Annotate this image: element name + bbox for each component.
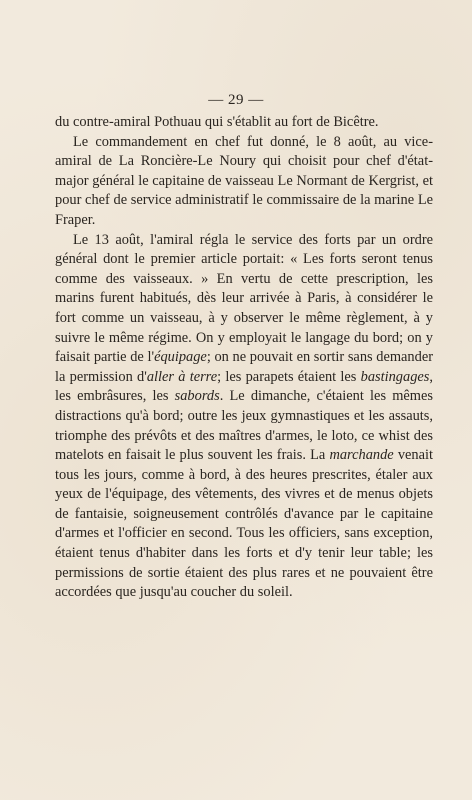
text-run: Le 13 août, l'amiral régla le service des forts par un ordre général dont le premier article portait: « Les forts seront tenus comme des vaisseaux. » En vertu de cette prescription, les marins furent habitués, dès leur arrivée à Paris, à considérer le fort comme un vaisseau, à y observer le même règlement, à y suivre le même régime. On y employait le langage du bord; on y faisait partie de l' — [55, 231, 433, 366]
text-run: Le commandement en chef fut donné, le 8 août, au vice-amiral de La Roncière-Le Noury qui choisit pour chef d'état-major général le capitaine de vaisseau Le Normant de Kergrist, et pour chef de service administratif le commissaire de la marine Le Fraper. — [55, 133, 433, 228]
italic-term: aller à terre — [146, 368, 218, 385]
italic-term: équipage — [154, 349, 207, 366]
paragraph — [55, 133, 433, 231]
text-run: . Le dimanche, c'étaient les mêmes distractions qu'à bord; outre les jeux gymnastiques et les assauts, triomphe des prévôts et des maîtres d'armes, le loto, ce whist des matelots en faisait le plus souvent les frais. La — [55, 388, 433, 464]
text-run: venait tous les jours, comme à bord, à des heures prescrites, étaler aux yeux de l'équipage, des vêtements, des vivres et de menus objets de fantaisie, soigneusement contrôlés d'avance par le capitaine d'armes et l'officier en second. Tous les officiers, sans exception, étaient tenus d'habiter dans les forts et d'y tenir leur table; les permissions de sortie étaient des plus rares et ne pouvaient être accordées que jusqu'au coucher du soleil. — [55, 447, 433, 601]
italic-term: sabords — [174, 388, 220, 405]
paragraph — [55, 113, 433, 133]
text-run: du contre-amiral Pothuau qui s'établit au fort de Bicêtre. — [55, 114, 379, 130]
text-run: ; on ne pouvait en sortir sans demander la permission d' — [55, 349, 434, 385]
text-run: ; les parapets étaient les — [217, 368, 361, 385]
text-run: , les embrâsures, les — [55, 368, 433, 405]
italic-term: marchande — [329, 447, 394, 464]
paragraph — [55, 231, 433, 603]
body-text — [55, 113, 433, 603]
italic-term: bastingages — [360, 368, 430, 385]
page-number: — 29 — — [208, 92, 264, 108]
